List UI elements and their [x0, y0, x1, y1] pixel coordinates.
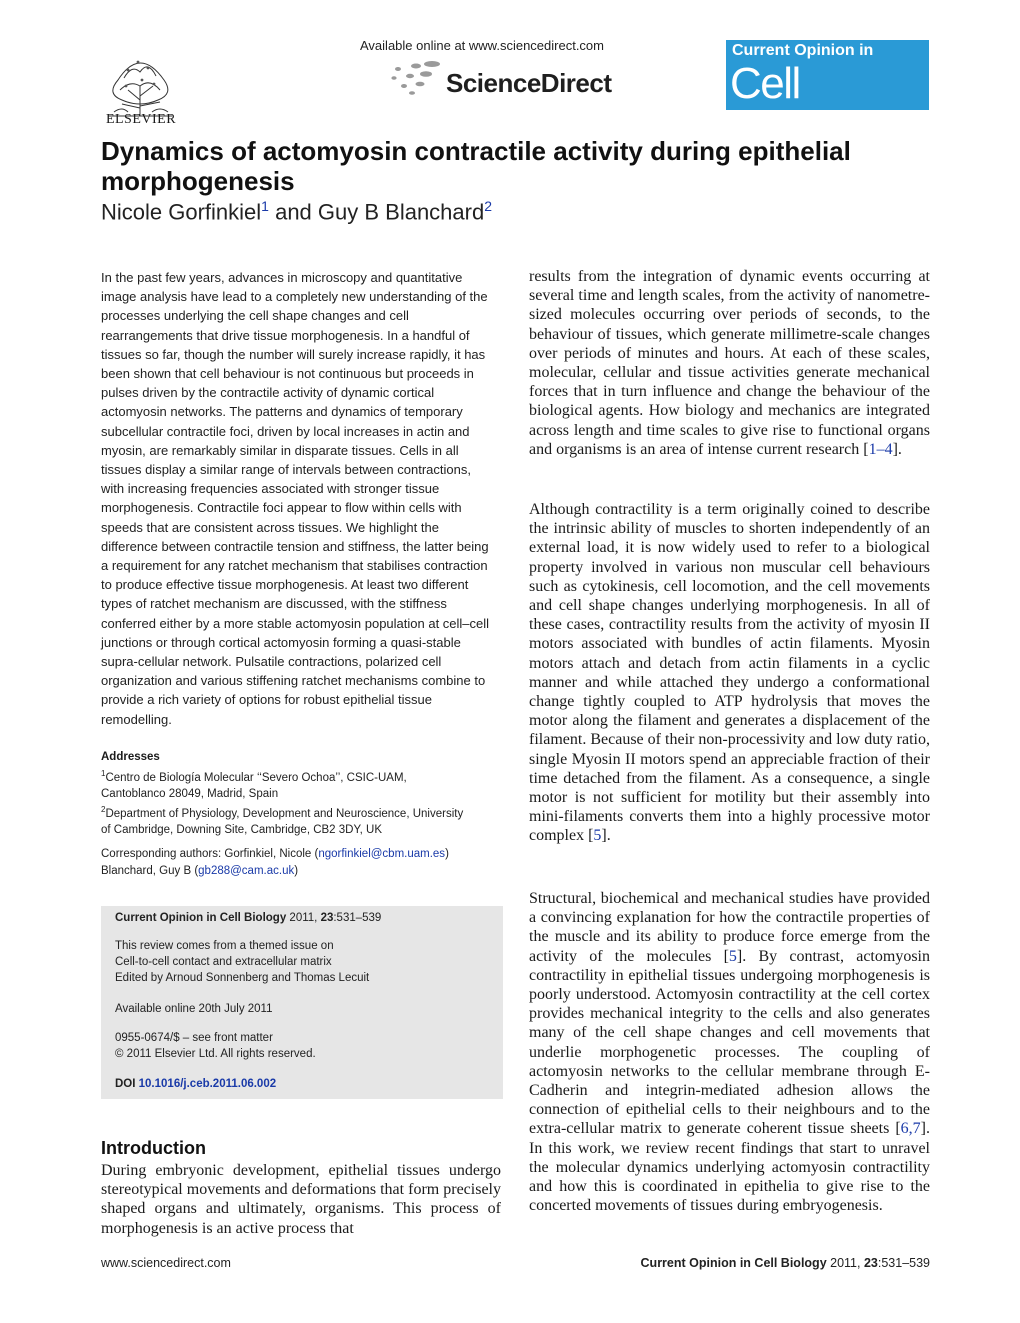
footer-citation: Current Opinion in Cell Biology 2011, 23:531–539	[640, 1256, 930, 1270]
footer-url: www.sciencedirect.com	[101, 1256, 231, 1270]
author-1: Nicole Gorfinkiel	[101, 199, 262, 225]
addresses-block	[101, 766, 501, 838]
address-2-line-1: $^2$Department of Physiology, Development and Neuroscience, University	[101, 805, 464, 821]
journal-badge-series: Current Opinion in	[732, 42, 874, 59]
doi-line: DOI 10.1016/j.ceb.2011.06.002	[115, 1078, 277, 1090]
sciencedirect-logo-text: ScienceDirect	[446, 68, 612, 98]
body-paragraph-3: Structural, biochemical and mechanical studies have provided a convincing explanation for how the contractile properties of the muscle and its ability to produce force emerge from the activity of the molecules [5]. By contrast, actomyosin contractility in epithelial tissues undergoing morphogenesis is poorly understood. Actomyosin contractility at the cell cortex provides mechanical integrity to the cells and also generates many of the cell shape changes and cell movements that underlie morphogenetic processes. The coupling of actomyosin networks to the cellular membrane through E-Cadherin and integrin-mediated adhesion allows the connection of epithelial cells to their neighbours and to the extra-cellular matrix to generate coherent tissue sheets [6,7]. In this work, we review recent findings that start to unravel the molecular dynamics underlying actomyosin contractility and how this is coordinated in epithelia to give rise to the concerted movements of tissues during embryogenesis.	[529, 890, 930, 1215]
journal-badge-title: Cell	[730, 59, 800, 108]
author-2: Guy B Blanchard	[317, 199, 485, 225]
volume-number: 23	[320, 912, 334, 924]
article-info-box	[101, 906, 503, 1099]
body-paragraph-1: results from the integration of dynamic events occurring at several time and length scales, from the activity of nanometre-sized molecules occurring over periods of seconds, to the behaviour of tissues, which generate millimetre-scale changes over periods of minutes and hours. At each of these scales, molecular, cellular and tissue activities generate mechanical forces that in turn influence and change the behaviour of the biological agents. How biology and mechanics are integrated across length and time scales to give rise to functional organs and organisms is an area of intense current research [1–4].	[529, 268, 930, 458]
corresponding-line-2: Blanchard, Guy B (gb288@cam.ac.uk)	[101, 864, 299, 877]
corresponding-authors	[101, 846, 501, 879]
address-1-sup: 1	[101, 769, 106, 778]
author-separator: and	[268, 199, 318, 225]
editors-line: Edited by Arnoud Sonnenberg and Thomas Lecuit	[115, 972, 370, 984]
email-link-gorfinkiel[interactable]: ngorfinkiel@cbm.uam.es	[318, 848, 446, 860]
corresponding-line-1: Corresponding authors: Gorfinkiel, Nicole (ngorfinkiel@cbm.uam.es)	[101, 848, 449, 860]
reference-link-5b[interactable]: 5	[728, 947, 737, 965]
issn-line: 0955-0674/$ – see front matter	[115, 1032, 273, 1044]
reference-link-5[interactable]: 5	[593, 827, 602, 845]
introduction-heading: Introduction	[101, 1138, 206, 1158]
reference-link-6-7[interactable]: 6,7	[900, 1120, 921, 1138]
sciencedirect-dots-icon	[386, 58, 444, 98]
introduction-paragraph: During embryonic development, epithelial tissues undergo stereotypical movements and deformations that form precisely shaped organs and ultimately, organisms. This process of morphogenesis is an active process that	[101, 1162, 501, 1237]
themed-issue-line: This review comes from a themed issue on	[115, 940, 334, 952]
journal-name: Current Opinion in Cell Biology	[115, 912, 287, 924]
author-2-affiliation-link[interactable]: 2	[484, 198, 493, 214]
addresses-heading: Addresses	[101, 751, 160, 763]
themed-issue-topic: Cell-to-cell contact and extracellular matrix	[115, 956, 332, 968]
available-online-date: Available online 20th July 2011	[115, 1003, 273, 1015]
publisher-name: ELSEVIER	[105, 112, 177, 127]
abstract-text: In the past few years, advances in microscopy and quantitative image analysis have lead to a completely new understanding of the processes underlying the cell shape changes and cell rearrangements that drive tissue morphogenesis. In a handful of tissues so far, though the number will surely increase rapidly, it has been shown that cell behaviour is not continuous but proceeds in pulses driven by the contractile activity of dynamic cortical actomyosin networks. The patterns and dynamics of temporary subcellular contractile foci, driven by local increases in actin and myosin, are remarkably similar in disparate tissues. Cells in all tissues display a similar range of intervals between contractions, with increasing frequencies associated with stronger tissue morphogenesis. Contractile foci appear to flow within cells with speeds that are consistent across tissues. We highlight the difference between contractile tension and stiffness, the latter being a requirement for any ratchet mechanism that stabilises contraction to produce effective tissue morphogenesis. At least two different types of ratchet mechanism are discussed, with the stiffness conferred either by a more stable actomyosin population at cell–cell junctions or through cortical actomyosin forming a quasi-stable supra-cellular network. Pulsatile contractions, polarized cell organization and various stiffening ratchet mechanisms combine to provide a rich variety of options for robust epithelial tissue remodelling.	[101, 270, 490, 727]
address-2-sup: 2	[101, 805, 106, 815]
copyright-line: © 2011 Elsevier Ltd. All rights reserved.	[115, 1048, 316, 1060]
doi-link[interactable]: 10.1016/j.ceb.2011.06.002	[138, 1078, 277, 1090]
author-1-affiliation-link[interactable]: 1	[261, 198, 269, 214]
reference-link-1-4[interactable]: 1–4	[868, 440, 893, 458]
address-1-line-1: $^1$Centro de Biología Molecular ‘‘Severo Ochoa’’, CSIC-UAM,	[101, 769, 407, 784]
address-1-line-2: Cantoblanco 28049, Madrid, Spain	[101, 788, 279, 801]
email-link-blanchard[interactable]: gb288@cam.ac.uk	[198, 864, 295, 877]
citation-line: Current Opinion in Cell Biology 2011, 23:531–539	[115, 912, 382, 924]
author-line	[101, 198, 492, 225]
article-title: Dynamics of actomyosin contractile activity during epithelial morphogenesis	[101, 136, 851, 196]
available-online-text: Available online at www.sciencedirect.com	[360, 38, 604, 53]
body-paragraph-2: Although contractility is a term originally coined to describe the intrinsic ability of muscles to shorten independently of an external load, it is now widely used to refer to a biological property involved in various non muscular cell behaviours such as cytokinesis, cell locomotion, and the cell movements and cell shape changes underlying morphogenesis. In all of these cases, contractility results from the activity of myosin II motors associated with bundles of actin filaments. Myosin motors attach and detach from actin filaments in a cyclic manner and while attached they undergo a conformational change tightly coupled to ATP hydrolysis that moves the motor along the filament and generates a displacement of the filament. Because of their non-processivity and low duty ratio, single Myosin II motors spend an appreciable fraction of their time detached from the filament. As a consequence, a single motor is not sufficient for motility but their assembly into mini-filaments converts them into a highly processive motor complex [5].	[529, 501, 930, 845]
address-2-line-2: of Cambridge, Downing Site, Cambridge, CB2 3DY, UK	[101, 824, 383, 837]
journal-badge	[726, 40, 929, 110]
